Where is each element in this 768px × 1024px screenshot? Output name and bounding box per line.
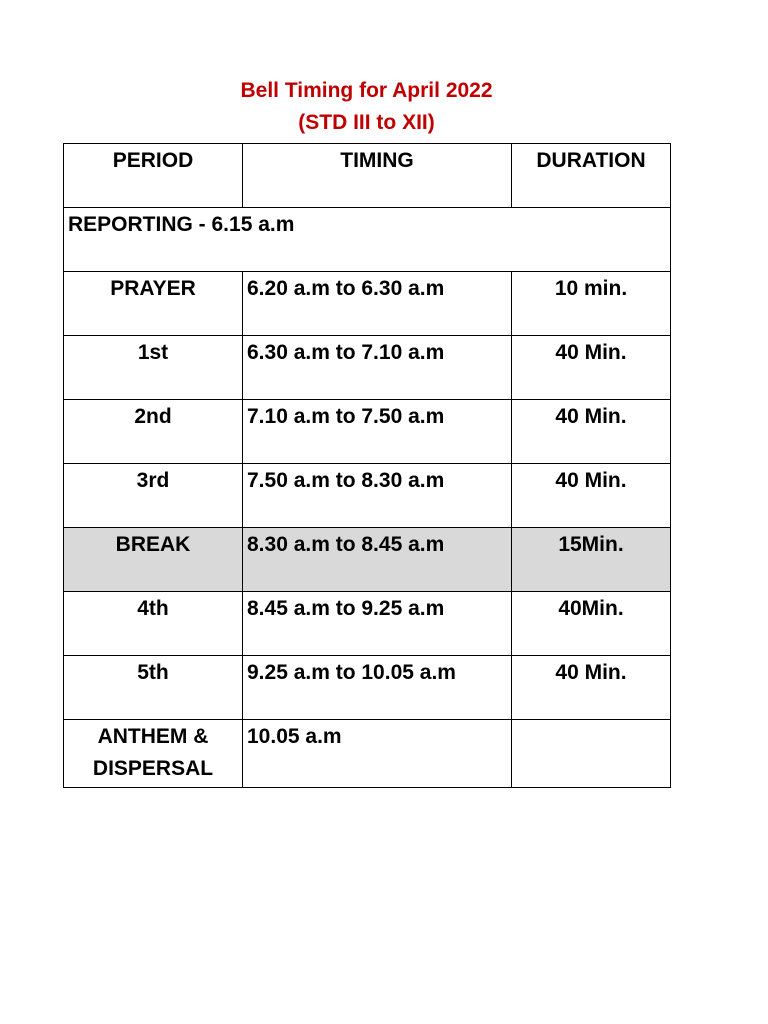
period-cell: BREAK — [64, 528, 243, 592]
duration-cell — [512, 720, 671, 788]
timing-cell: 7.10 a.m to 7.50 a.m — [243, 400, 512, 464]
period-cell: 1st — [64, 336, 243, 400]
period-cell: 3rd — [64, 464, 243, 528]
header-duration: DURATION — [512, 144, 671, 208]
timing-cell: 7.50 a.m to 8.30 a.m — [243, 464, 512, 528]
duration-cell: 40 Min. — [512, 656, 671, 720]
table-row — [64, 592, 671, 656]
table-row — [64, 336, 671, 400]
timing-cell: 9.25 a.m to 10.05 a.m — [243, 656, 512, 720]
table-row — [64, 272, 671, 336]
duration-cell: 40 Min. — [512, 400, 671, 464]
timing-cell: 10.05 a.m — [243, 720, 512, 788]
header-period: PERIOD — [64, 144, 243, 208]
final-row — [64, 720, 671, 788]
period-line-2: DISPERSAL — [92, 757, 214, 780]
bell-timing-table — [63, 143, 671, 788]
table-row — [64, 400, 671, 464]
period-line-1: ANTHEM & — [97, 725, 209, 748]
header-timing: TIMING — [243, 144, 512, 208]
period-cell: 2nd — [64, 400, 243, 464]
duration-cell: 40Min. — [512, 592, 671, 656]
document-title: Bell Timing for April 2022 — [240, 79, 493, 102]
duration-cell: 40 Min. — [512, 336, 671, 400]
timing-cell: 6.20 a.m to 6.30 a.m — [243, 272, 512, 336]
reporting-row — [64, 208, 671, 272]
duration-cell: 40 Min. — [512, 464, 671, 528]
timing-cell: 8.45 a.m to 9.25 a.m — [243, 592, 512, 656]
table-row — [64, 464, 671, 528]
duration-cell: 10 min. — [512, 272, 671, 336]
reporting-cell: REPORTING - 6.15 a.m — [64, 208, 671, 272]
period-cell: 4th — [64, 592, 243, 656]
break-row — [64, 528, 671, 592]
table-row — [64, 656, 671, 720]
header-row — [64, 144, 671, 208]
duration-cell: 15Min. — [512, 528, 671, 592]
period-cell — [64, 720, 243, 788]
document-subtitle: (STD III to XII) — [298, 111, 435, 134]
period-cell: PRAYER — [64, 272, 243, 336]
timing-cell: 6.30 a.m to 7.10 a.m — [243, 336, 512, 400]
period-cell: 5th — [64, 656, 243, 720]
timing-cell: 8.30 a.m to 8.45 a.m — [243, 528, 512, 592]
